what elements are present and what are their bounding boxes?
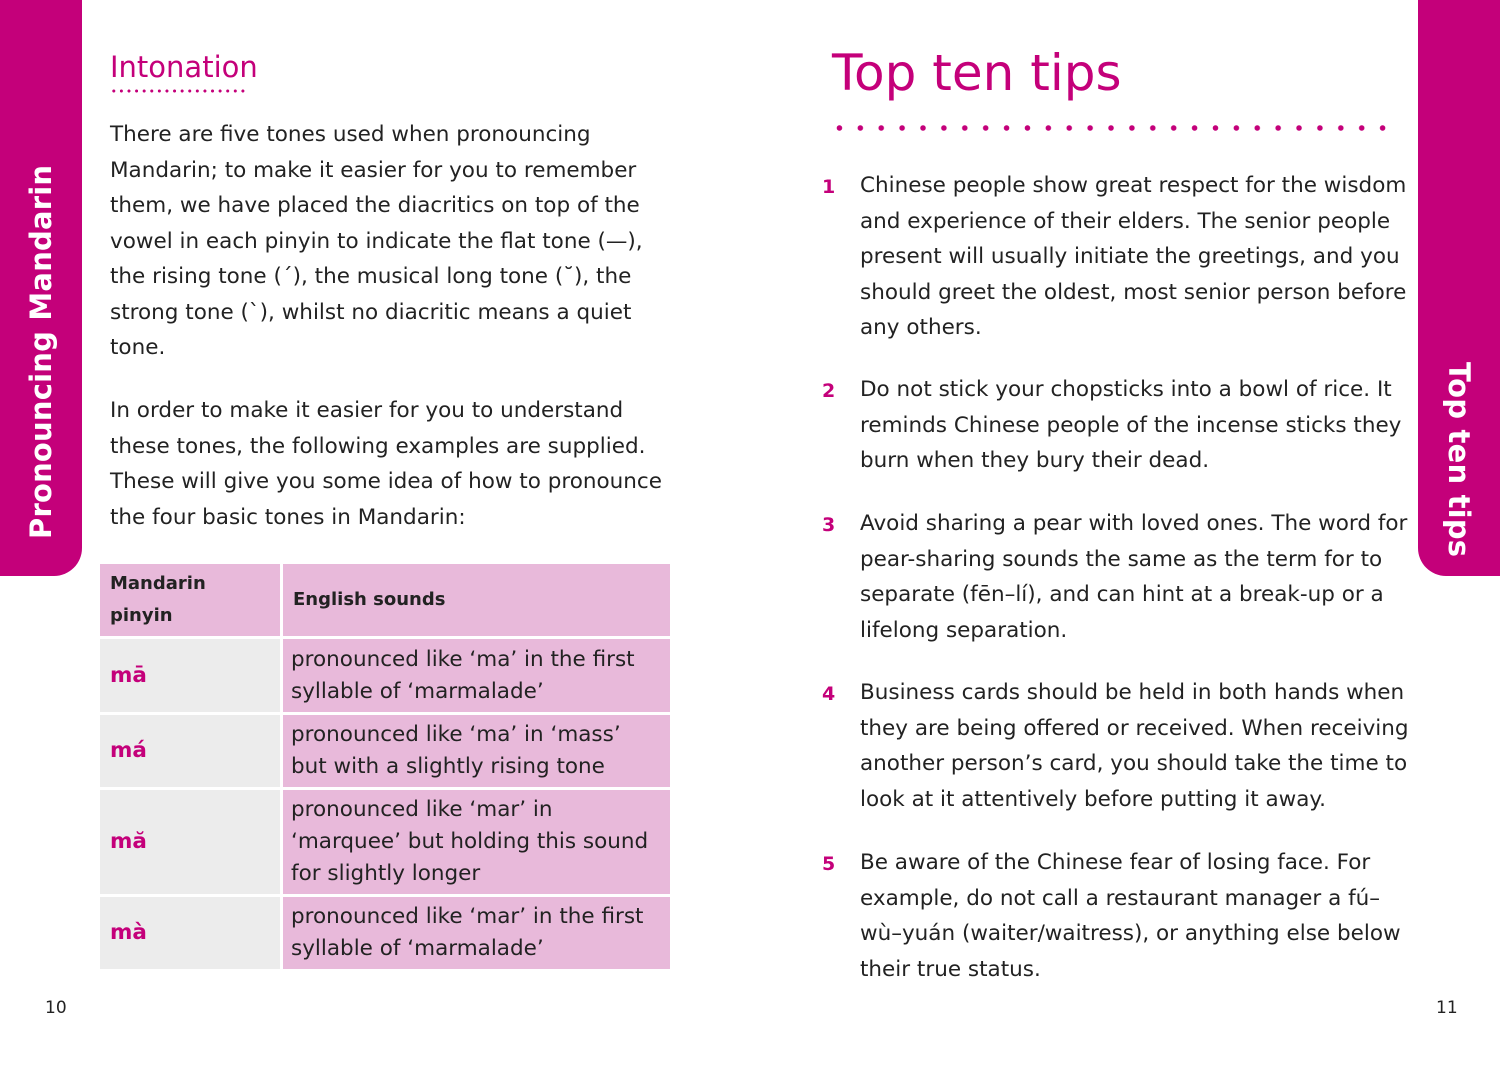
sound-cell: pronounced like ‘ma’ in the first syllable of ‘marmalade’ [283,639,670,712]
title-dotted-rule [829,124,1395,132]
tip-text: Do not stick your chopsticks into a bowl of rice. It reminds Chinese people of the incense sticks they burn when they bury their dead. [860,377,1402,473]
table-row [100,639,670,712]
right-page [750,0,1500,1070]
tip-number: 3 [822,514,836,536]
tip-text: Chinese people show great respect for the wisdom and experience of their elders. The senior people present will usually initiate the greetings, and you should greet the oldest, most senior person before any others. [860,173,1407,340]
tones-table [97,561,673,972]
tip-text: Avoid sharing a pear with loved ones. The word for pear-sharing sounds the same as the term for to separate (fēn–lí), and can hint at a break-up or a lifelong separation. [860,511,1408,643]
table-row [100,897,670,969]
table-header-row [100,564,670,636]
pinyin-cell: mă [100,790,280,894]
tip-text: Business cards should be held in both hands when they are being offered or received. When receiving another person’s card, you should take the time to look at it attentively before putting it away. [860,680,1409,812]
section-side-tab [1418,0,1500,576]
sound-cell: pronounced like ‘mar’ in the first syllable of ‘marmalade’ [283,897,670,969]
table-row [100,715,670,787]
sound-cell: pronounced like ‘mar’ in ‘marquee’ but holding this sound for slightly longer [283,790,670,894]
table-row [100,790,670,894]
tip-number: 1 [822,176,836,198]
pinyin-cell: mā [100,639,280,712]
page-number: 10 [45,998,67,1018]
examples-paragraph: In order to make it easier for you to understand these tones, the following examples are supplied. These will give you some idea of how to pronounce the four basic tones in Mandarin: [110,398,662,530]
intro-paragraph: There are five tones used when pronouncing Mandarin; to make it easier for you to remember them, we have placed the diacritics on top of the vowel in each pinyin to indicate the flat tone (—), the rising tone (´), the musical long tone (˘), the strong tone (`), whilst no diacritic means a quiet tone. [110,122,643,360]
tip-number: 5 [822,853,836,875]
pinyin-cell: mà [100,897,280,969]
section-title: Intonation [110,50,258,84]
sound-cell: pronounced like ‘ma’ in ‘mass’ but with a slightly rising tone [283,715,670,787]
section-side-tab [0,0,82,576]
tip-text: Be aware of the Chinese fear of losing face. For example, do not call a restaurant manager a fú–wù–yuán (waiter/waitress), or anything else below their true status. [860,850,1401,982]
page-number: 11 [1436,998,1458,1018]
title-dotted-underline [110,88,248,94]
side-tab-label: Top ten tips [1442,362,1476,558]
tip-number: 2 [822,380,836,402]
pinyin-cell: má [100,715,280,787]
page-title: Top ten tips [832,44,1122,102]
column-header-english: English sounds [283,564,670,636]
side-tab-label: Pronouncing Mandarin [24,164,58,539]
column-header-pinyin: Mandarin pinyin [100,564,280,636]
tip-number: 4 [822,683,836,705]
